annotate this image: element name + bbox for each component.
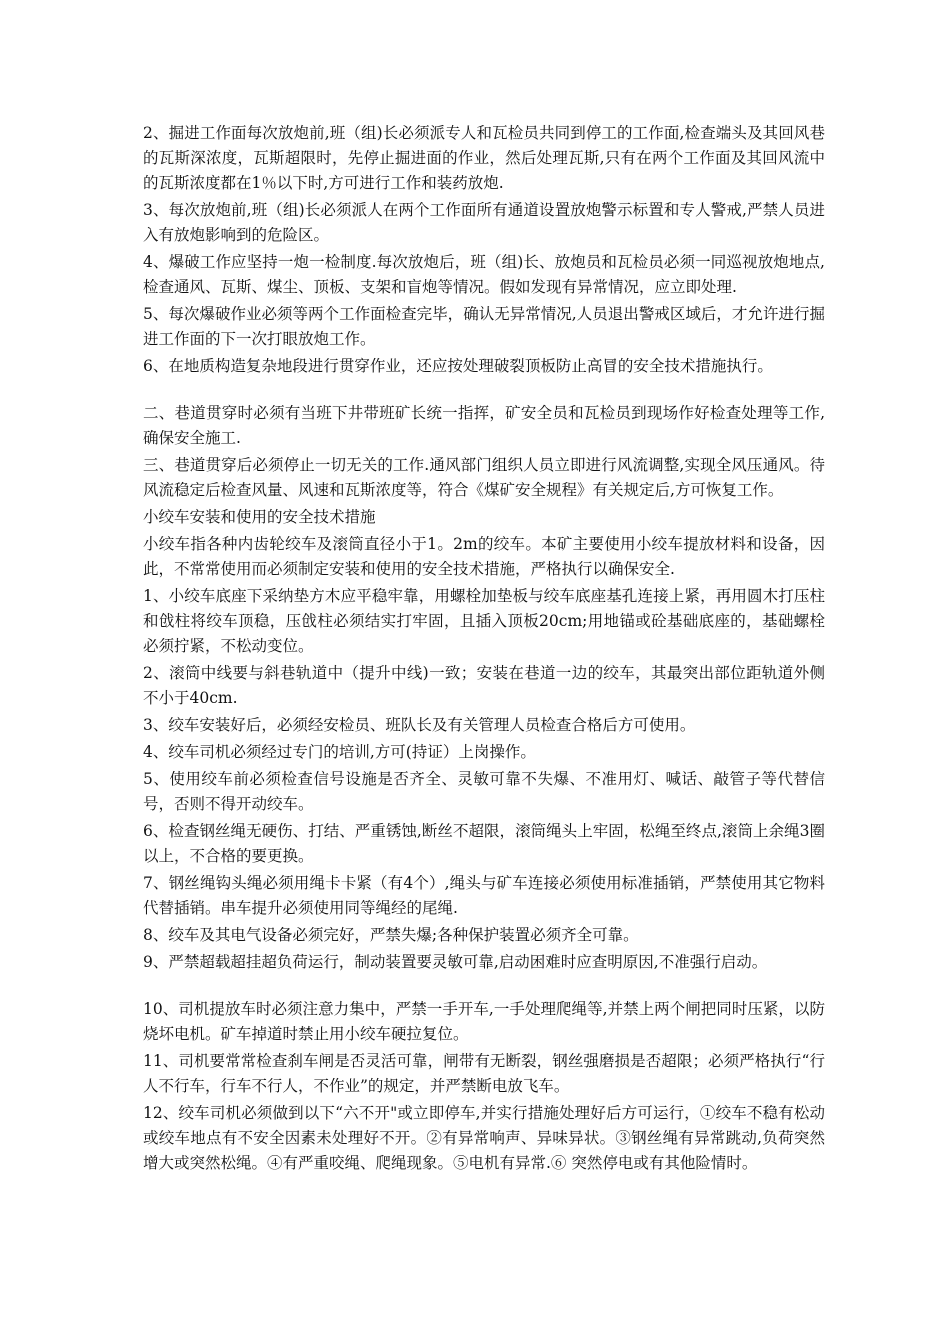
paragraph-winch-item-5: 5、使用绞车前必须检查信号设施是否齐全、灵敏可靠不失爆、不准用灯、喊话、敲管子等代替信号，否则不得开动绞车。 — [143, 770, 825, 813]
paragraph-winch-item-10: 10、司机提放车时必须注意力集中，严禁一手开车,一手处理爬绳等,并禁上两个闸把同时压紧，以防烧坏电机。矿车掉道时禁止用小绞车硬拉复位。 — [143, 1000, 825, 1043]
paragraph-spacer — [143, 381, 825, 401]
paragraph-blasting-check: 2、掘进工作面每次放炮前,班（组)长必须派专人和瓦检员共同到停工的工作面,检查端头及其回风巷的瓦斯深浓度，瓦斯超限时，先停止掘进面的作业，然后处理瓦斯,只有在两个工作面及其回风流中的瓦斯浓度都在1％以下时,方可进行工作和装药放炮. — [143, 124, 825, 192]
document-body — [143, 121, 825, 1178]
paragraph-warning-guard: 3、每次放炮前,班（组)长必须派人在两个工作面所有通道设置放炮警示标置和专人警戒,严禁人员进入有放炮影响到的危险区。 — [143, 201, 825, 244]
paragraph-winch-item-7: 7、钢丝绳钩头绳必须用绳卡卡紧（有4个）,绳头与矿车连接必须使用标准插销，严禁使用其它物料代替插销。串车提升必须使用同等绳经的尾绳. — [143, 874, 825, 917]
paragraph-winch-item-6: 6、检查钢丝绳无硬伤、打结、严重锈蚀,断丝不超限，滚筒绳头上牢固，松绳至终点,滚筒上余绳3圈以上，不合格的要更换。 — [143, 822, 825, 865]
paragraph-complex-geology: 6、在地质构造复杂地段进行贯穿作业，还应按处理破裂顶板防止高冒的安全技术措施执行。 — [143, 357, 773, 375]
section-heading-winch: 小绞车安装和使用的安全技术措施 — [143, 508, 376, 526]
paragraph-spacer — [143, 977, 825, 997]
paragraph-section-three: 三、巷道贯穿后必须停止一切无关的工作.通风部门组织人员立即进行风流调整,实现全风压通风。待风流稳定后检查风量、风速和瓦斯浓度等，符合《煤矿安全规程》有关规定后,方可恢复工作。 — [143, 456, 825, 499]
paragraph-winch-item-8: 8、绞车及其电气设备必须完好，严禁失爆;各种保护装置必须齐全可靠。 — [143, 926, 639, 944]
paragraph-winch-item-3: 3、绞车安装好后，必须经安检员、班队长及有关管理人员检查合格后方可使用。 — [143, 716, 696, 734]
paragraph-winch-item-11: 11、司机要常常检查刹车闸是否灵活可靠，闸带有无断裂，钢丝强磨损是否超限；必须严格执行“行人不行车，行车不行人，不作业”的规定，并严禁断电放飞车。 — [143, 1052, 825, 1095]
paragraph-winch-item-9: 9、严禁超载超挂超负荷运行，制动装置要灵敏可靠,启动困难时应查明原因,不准强行启动。 — [143, 953, 768, 971]
paragraph-winch-item-4: 4、绞车司机必须经过专门的培训,方可(持证）上岗操作。 — [143, 743, 536, 761]
paragraph-winch-item-2: 2、滚筒中线要与斜巷轨道中（提升中线)一致；安装在巷道一边的绞车，其最突出部位距轨道外侧不小于40cm. — [143, 664, 825, 707]
paragraph-section-two: 二、巷道贯穿时必须有当班下井带班矿长统一指挥，矿安全员和瓦检员到现场作好检查处理等工作,确保安全施工. — [143, 404, 825, 447]
paragraph-inspection-complete: 5、每次爆破作业必须等两个工作面检查完毕，确认无异常情况,人员退出警戒区域后，才允许进行掘进工作面的下一次打眼放炮工作。 — [143, 305, 825, 348]
paragraph-winch-item-1: 1、小绞车底座下采纳垫方木应平稳牢靠，用螺栓加垫板与绞车底座基孔连接上紧，再用圆木打压柱和戗柱将绞车顶稳，压戗柱必须结实打牢固，且插入顶板20cm;用地锚或砼基础底座的，基础螺栓必须拧紧，不松动变位。 — [143, 587, 825, 655]
paragraph-winch-intro: 小绞车指各种内齿轮绞车及滚筒直径小于1。2m的绞车。本矿主要使用小绞车提放材料和设备，因此，不常常使用而必须制定安装和使用的安全技术措施，严格执行以确保安全. — [143, 535, 825, 578]
paragraph-winch-item-12: 12、绞车司机必须做到以下“六不开"或立即停车,并实行措施处理好后方可运行，①绞车不稳有松动或绞车地点有不安全因素未处理好不开。②有异常响声、异味异状。③钢丝绳有异常跳动,负荷突然增大或突然松绳。④有严重咬绳、爬绳现象。⑤电机有异常.⑥ 突然停电或有其他险情时。 — [143, 1104, 825, 1172]
paragraph-one-blast-one-check: 4、爆破工作应坚持一炮一检制度.每次放炮后，班（组)长、放炮员和瓦检员必须一同巡视放炮地点,检查通风、瓦斯、煤尘、顶板、支架和盲炮等情况。假如发现有异常情况，应立即处理. — [143, 253, 825, 296]
